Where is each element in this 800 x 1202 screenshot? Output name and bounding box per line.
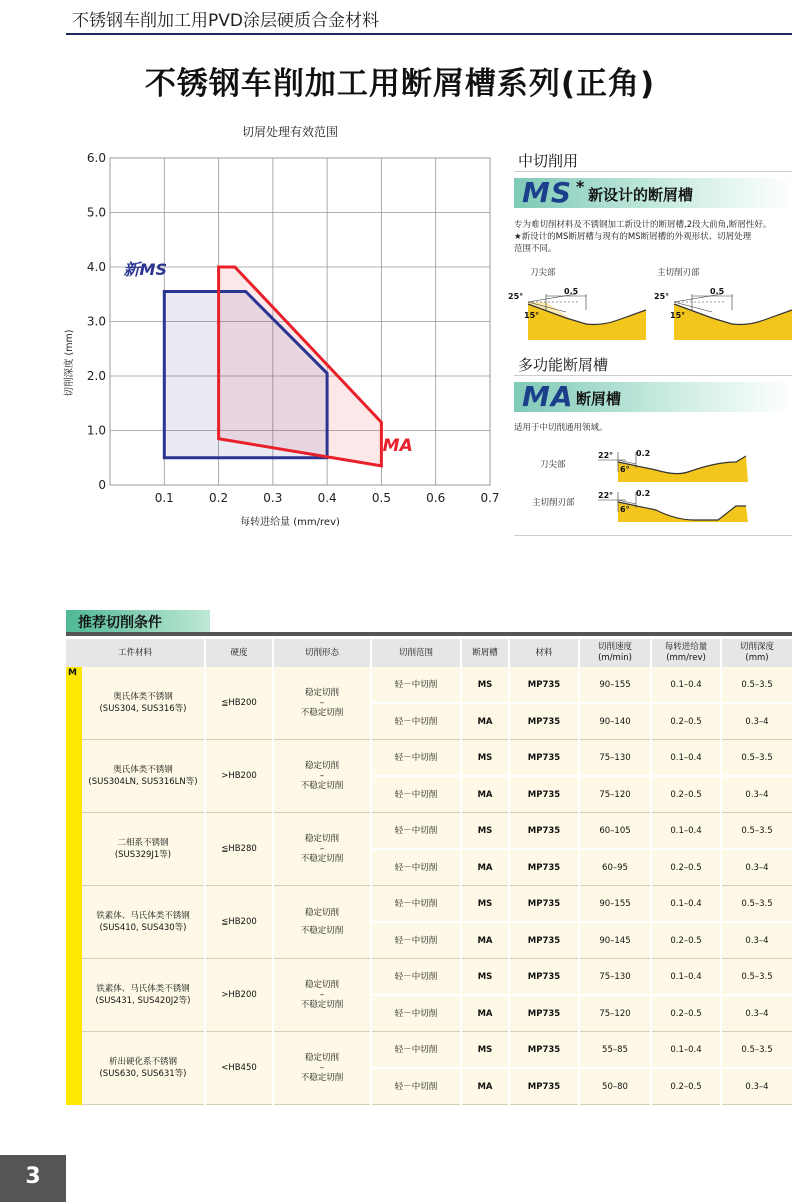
form-stable: 稳定切削 [304, 761, 339, 771]
chipbreaker: MS [461, 959, 509, 996]
ms-tip-profile [508, 287, 646, 340]
cutting-speed: 90–145 [579, 922, 651, 959]
chip-control-chart [60, 118, 500, 530]
chipbreaker: MS [461, 667, 509, 703]
ma-profile-drawings [596, 446, 796, 526]
y-tick-label: 5.0 [86, 205, 106, 220]
ms-tip-label: 刀尖部 [530, 268, 556, 278]
depth-of-cut: 0.5–3.5 [721, 740, 792, 777]
cutting-range: 轻－中切削 [371, 1032, 461, 1069]
ms-tip-dim: 0.5 [564, 287, 579, 296]
ms-desc-line-2: ★新设计的MS断屑槽与现有的MS断屑槽的外观形状、切屑处理 [514, 232, 752, 242]
table-row [66, 886, 792, 923]
grade: MP735 [509, 703, 579, 740]
ma-tip-angle-6: 6° [620, 465, 630, 474]
depth-of-cut: 0.3–4 [721, 922, 792, 959]
material-name: 二相系不锈钢 [117, 838, 169, 848]
form-unstable: 不稳定切削 [300, 1000, 344, 1010]
form-dash: – [319, 1063, 325, 1073]
ma-banner-name: MA [522, 380, 574, 413]
hardness: >HB200 [205, 959, 273, 1032]
form-dash: – [319, 698, 325, 708]
material-name: 奥氏体类不锈钢 [113, 765, 173, 775]
y-tick-label: 0 [98, 478, 106, 492]
cutting-speed: 55–85 [579, 1032, 651, 1069]
ms-profile-drawings [506, 280, 796, 340]
depth-of-cut: 0.3–4 [721, 1068, 792, 1105]
feed: 0.1–0.4 [651, 1032, 721, 1069]
ma-tip-angle-22: 22° [598, 451, 614, 460]
form-stable: 稳定切削 [304, 908, 339, 918]
ma-edge-dim: 0.2 [636, 489, 651, 498]
grade: MP735 [509, 776, 579, 813]
cutting-form [273, 959, 371, 1032]
page-number: 3 [25, 1164, 41, 1189]
ms-banner-star: * [576, 177, 585, 196]
feed: 0.1–0.4 [651, 813, 721, 850]
feed: 0.2–0.5 [651, 995, 721, 1032]
depth-of-cut: 0.5–3.5 [721, 667, 792, 703]
col-depth: 切削深度 (mm) [721, 639, 792, 667]
material-grades: (SUS304, SUS316等) [99, 704, 187, 714]
table-row [66, 1032, 792, 1069]
depth-of-cut: 0.3–4 [721, 995, 792, 1032]
series-label-ma: MA [382, 436, 413, 457]
material-grades: (SUS431, SUS420J2等) [95, 996, 191, 1006]
cutting-form [273, 740, 371, 813]
x-tick-label: 0.2 [209, 491, 229, 505]
feed: 0.2–0.5 [651, 849, 721, 886]
chipbreaker: MS [461, 886, 509, 923]
ms-desc-line-1: 专为难切削材料及不锈钢加工新设计的断屑槽,2段大前角,断屑性好。 [514, 220, 772, 230]
ma-banner [514, 382, 792, 412]
ma-description: 适用于中切削通用领域。 [514, 423, 608, 433]
y-tick-label: 3.0 [86, 314, 106, 329]
ms-edge-angle-25: 25° [654, 292, 670, 301]
cutting-form [273, 667, 371, 740]
ma-edge-angle-6: 6° [620, 505, 630, 514]
form-dash: – [319, 990, 325, 1000]
cutting-speed: 90–140 [579, 703, 651, 740]
ma-section-rule [514, 375, 792, 376]
form-unstable: 不稳定切削 [300, 926, 344, 936]
grade: MP735 [509, 995, 579, 1032]
form-dash: – [319, 844, 325, 854]
chipbreaker: MA [461, 1068, 509, 1105]
ma-section-title: 多功能断屑槽 [518, 356, 609, 374]
hardness: ≦HB200 [205, 886, 273, 959]
chipbreaker: MA [461, 776, 509, 813]
ms-edge-profile [654, 287, 792, 340]
cutting-speed: 90–155 [579, 667, 651, 703]
feed: 0.2–0.5 [651, 703, 721, 740]
form-stable: 稳定切削 [304, 834, 339, 844]
form-stable: 稳定切削 [304, 1053, 339, 1063]
feed: 0.1–0.4 [651, 959, 721, 996]
series-label-ms: 新MS [123, 260, 168, 280]
chipbreaker: MA [461, 922, 509, 959]
ms-edge-label: 主切削刃部 [657, 268, 700, 278]
cutting-range: 轻－中切削 [371, 776, 461, 813]
grade: MP735 [509, 886, 579, 923]
x-tick-label: 0.3 [263, 491, 283, 505]
cutting-speed: 75–120 [579, 995, 651, 1032]
form-stable: 稳定切削 [304, 688, 339, 698]
depth-of-cut: 0.5–3.5 [721, 959, 792, 996]
y-tick-label: 6.0 [86, 151, 106, 165]
ms-banner-name: MS [522, 176, 573, 209]
col-feed: 每转进给量 (mm/rev) [651, 639, 721, 667]
chart-title: 切屑处理有效范围 [241, 125, 339, 139]
grade: MP735 [509, 849, 579, 886]
form-unstable: 不稳定切削 [300, 1073, 344, 1083]
ma-tip-profile [598, 449, 748, 482]
page-number-box [0, 1155, 66, 1202]
cutting-range: 轻－中切削 [371, 703, 461, 740]
cutting-speed: 90–155 [579, 886, 651, 923]
feed: 0.2–0.5 [651, 922, 721, 959]
recommended-conditions-rule [66, 632, 792, 636]
chipbreaker: MA [461, 995, 509, 1032]
ms-section-rule [514, 171, 792, 172]
workpiece-material [82, 1032, 205, 1105]
material-name: 析出硬化系不锈钢 [108, 1057, 177, 1067]
workpiece-material [82, 959, 205, 1032]
ms-section-title: 中切削用 [518, 152, 579, 170]
cutting-range: 轻－中切削 [371, 740, 461, 777]
table-row [66, 740, 792, 777]
grade: MP735 [509, 813, 579, 850]
cutting-form [273, 1032, 371, 1105]
y-tick-label: 1.0 [86, 423, 106, 438]
chart-ylabel: 切削深度 (mm) [64, 329, 75, 397]
y-tick-label: 2.0 [86, 369, 106, 383]
table-row [66, 813, 792, 850]
right-panel-bottom-rule [514, 535, 792, 536]
material-name: 奥氏体类不锈钢 [113, 692, 173, 702]
document-header-title: 不锈钢车削加工用PVD涂层硬质合金材料 [72, 11, 379, 31]
material-name: 铁素体、马氏体类不锈钢 [96, 984, 190, 994]
chart-xlabel: 每转进给量 (mm/rev) [240, 517, 340, 528]
cutting-speed: 60–105 [579, 813, 651, 850]
hardness: ≦HB280 [205, 813, 273, 886]
x-tick-label: 0.6 [426, 491, 446, 505]
ms-banner [514, 178, 792, 208]
cutting-range: 轻－中切削 [371, 813, 461, 850]
table-body [66, 667, 792, 1105]
hardness: <HB450 [205, 1032, 273, 1105]
depth-of-cut: 0.3–4 [721, 703, 792, 740]
ma-tip-label: 刀尖部 [540, 460, 566, 470]
material-grades: (SUS304LN, SUS316LN等) [88, 777, 198, 787]
cutting-range: 轻－中切削 [371, 922, 461, 959]
cutting-range: 轻－中切削 [371, 886, 461, 923]
ms-description [514, 219, 796, 255]
workpiece-material [82, 667, 205, 740]
cutting-range: 轻－中切削 [371, 849, 461, 886]
x-tick-label: 0.4 [317, 491, 337, 505]
ma-edge-label: 主切削刃部 [532, 498, 575, 508]
cutting-speed: 60–95 [579, 849, 651, 886]
feed: 0.2–0.5 [651, 776, 721, 813]
grade: MP735 [509, 740, 579, 777]
material-name: 铁素体、马氏体类不锈钢 [96, 911, 190, 921]
hardness: >HB200 [205, 740, 273, 813]
feed: 0.1–0.4 [651, 667, 721, 703]
workpiece-material [82, 740, 205, 813]
col-chipbreaker: 断屑槽 [461, 639, 509, 667]
iso-m-label: M [66, 667, 82, 1105]
ms-edge-dim: 0.5 [710, 287, 725, 296]
ms-tip-angle-25: 25° [508, 292, 524, 301]
form-unstable: 不稳定切削 [300, 854, 344, 864]
col-cutting-form: 切削形态 [273, 639, 371, 667]
feed: 0.1–0.4 [651, 740, 721, 777]
cutting-range: 轻－中切削 [371, 959, 461, 996]
hardness: ≦HB200 [205, 667, 273, 740]
cutting-speed: 75–130 [579, 959, 651, 996]
x-tick-label: 0.1 [154, 491, 174, 505]
ma-banner-subtitle: 断屑槽 [576, 390, 622, 408]
feed: 0.1–0.4 [651, 886, 721, 923]
form-unstable: 不稳定切削 [300, 708, 344, 718]
table-row [66, 959, 792, 996]
cutting-range: 轻－中切削 [371, 667, 461, 703]
cutting-conditions-table [66, 639, 792, 1105]
form-unstable: 不稳定切削 [300, 781, 344, 791]
chipbreaker: MS [461, 1032, 509, 1069]
chipbreaker: MA [461, 849, 509, 886]
chipbreaker: MS [461, 813, 509, 850]
ma-edge-angle-22: 22° [598, 491, 614, 500]
col-workpiece: 工件材料 [66, 639, 205, 667]
depth-of-cut: 0.3–4 [721, 849, 792, 886]
ms-banner-subtitle: 新设计的断屑槽 [588, 186, 694, 204]
depth-of-cut: 0.3–4 [721, 776, 792, 813]
depth-of-cut: 0.5–3.5 [721, 886, 792, 923]
workpiece-material [82, 813, 205, 886]
form-dash: – [319, 771, 325, 781]
cutting-range: 轻－中切削 [371, 1068, 461, 1105]
grade: MP735 [509, 922, 579, 959]
chipbreaker: MA [461, 703, 509, 740]
workpiece-material [82, 886, 205, 959]
cutting-speed: 75–120 [579, 776, 651, 813]
grade: MP735 [509, 1068, 579, 1105]
material-grades: (SUS410, SUS430等) [99, 923, 187, 933]
material-grades: (SUS329J1等) [114, 850, 172, 860]
recommended-conditions-title: 推荐切削条件 [78, 615, 162, 631]
main-title: 不锈钢车削加工用断屑槽系列(正角) [144, 66, 656, 102]
ma-tip-dim: 0.2 [636, 449, 651, 458]
col-hardness: 硬度 [205, 639, 273, 667]
material-grades: (SUS630, SUS631等) [99, 1069, 187, 1079]
ms-edge-angle-15: 15° [670, 311, 686, 320]
recommended-conditions-header [66, 610, 210, 632]
table-row [66, 667, 792, 703]
grade: MP735 [509, 1032, 579, 1069]
form-stable: 稳定切削 [304, 980, 339, 990]
col-cutting-range: 切削范围 [371, 639, 461, 667]
col-grade: 材料 [509, 639, 579, 667]
grade: MP735 [509, 959, 579, 996]
cutting-form [273, 886, 371, 959]
depth-of-cut: 0.5–3.5 [721, 1032, 792, 1069]
cutting-speed: 50–80 [579, 1068, 651, 1105]
ma-edge-profile [598, 489, 748, 522]
cutting-speed: 75–130 [579, 740, 651, 777]
col-cutting-speed: 切削速度 (m/min) [579, 639, 651, 667]
y-tick-label: 4.0 [86, 260, 106, 274]
cutting-range: 轻－中切削 [371, 995, 461, 1032]
header-rule [66, 33, 792, 35]
feed: 0.2–0.5 [651, 1068, 721, 1105]
cutting-form [273, 813, 371, 886]
ms-tip-angle-15: 15° [524, 311, 540, 320]
ms-desc-line-3: 范围不同。 [514, 244, 557, 254]
depth-of-cut: 0.5–3.5 [721, 813, 792, 850]
x-tick-label: 0.7 [480, 491, 500, 505]
x-tick-label: 0.5 [371, 491, 391, 505]
grade: MP735 [509, 667, 579, 703]
chipbreaker: MS [461, 740, 509, 777]
table-header-row [66, 639, 792, 667]
